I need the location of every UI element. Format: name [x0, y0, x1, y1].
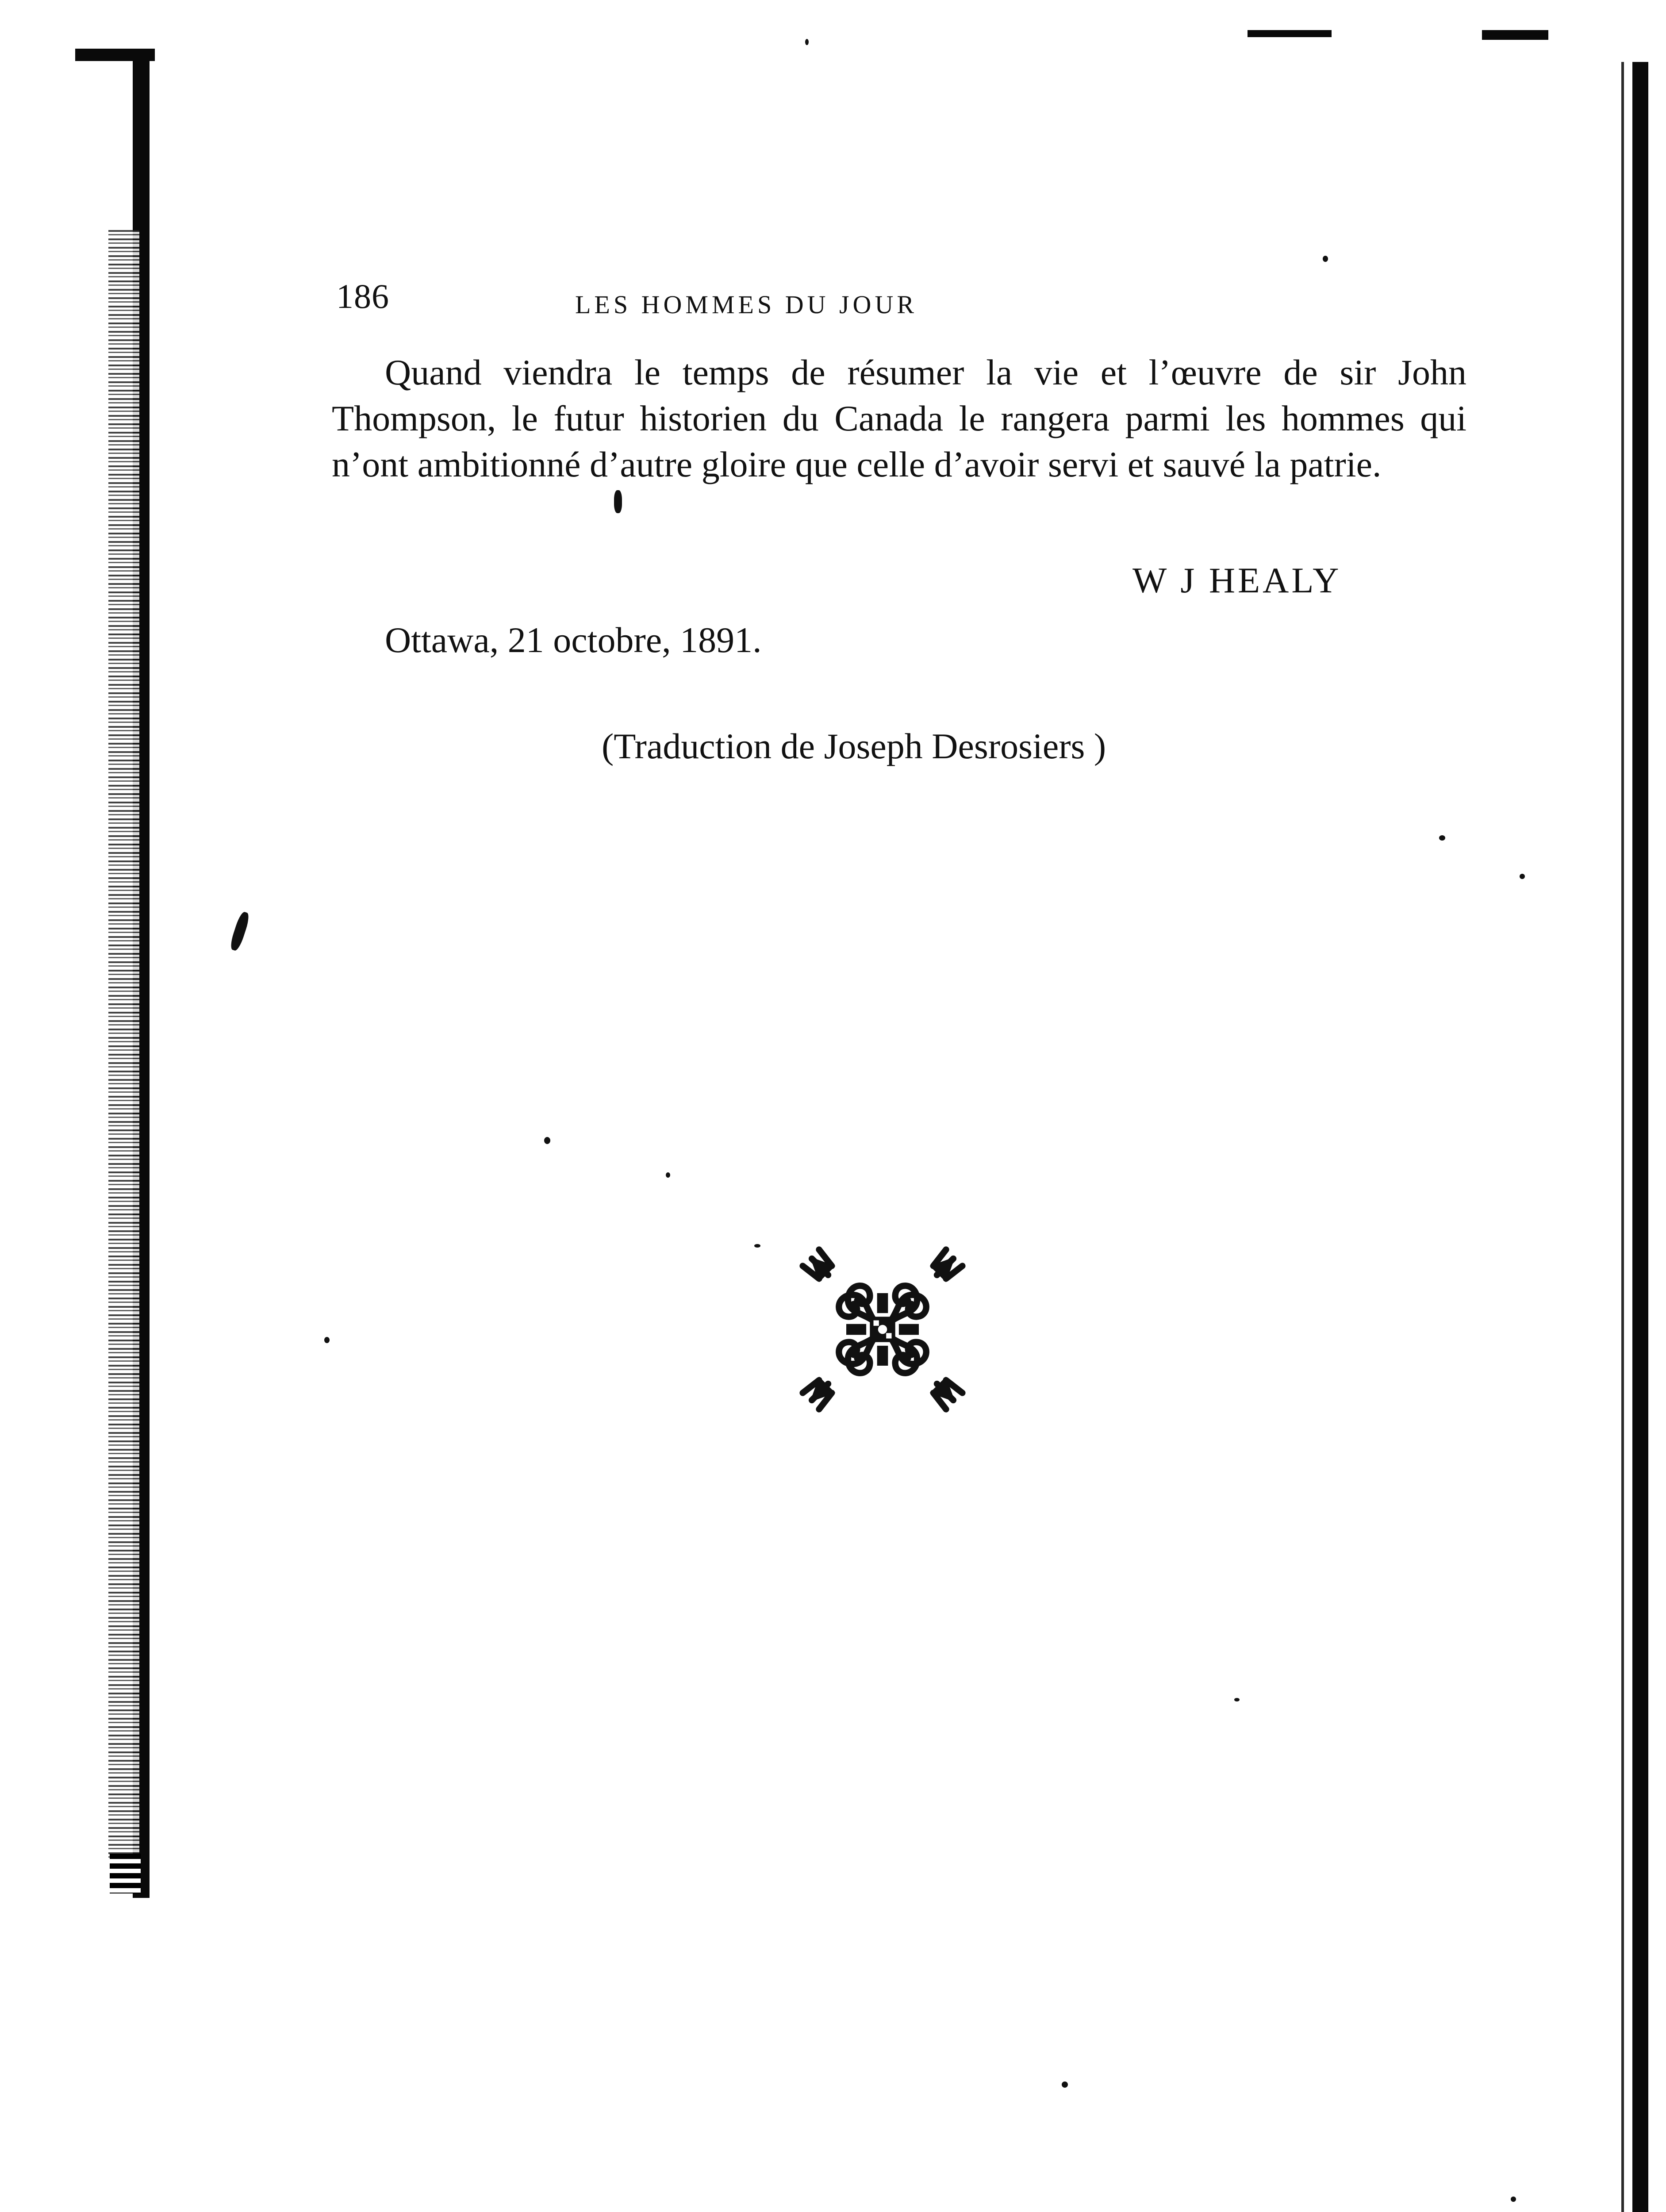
- scan-speck: [1520, 874, 1525, 879]
- scan-speck: [666, 1172, 670, 1178]
- scan-edge-top-mark: [1482, 30, 1548, 40]
- scan-speck: [1511, 2197, 1516, 2202]
- scan-speck: [324, 1337, 330, 1343]
- scan-speck: [754, 1244, 760, 1248]
- scan-speck: [805, 39, 809, 45]
- closing-paragraph: Quand viendra le temps de résumer la vie et l’œuvre de sir John Thompson, le futur historien du Canada le rangera parmi les hommes qui n’ont ambitionné d’autre gloire que celle d’avoir servi et sauvé la patrie.: [332, 352, 1466, 484]
- dateline: Ottawa, 21 octobre, 1891.: [385, 620, 762, 660]
- scan-speck: [1062, 2081, 1068, 2088]
- scan-edge-right: [1632, 62, 1648, 2212]
- scan-speck: [544, 1137, 550, 1144]
- floral-fleuron-icon: [792, 1239, 973, 1420]
- scan-edge-right-inner: [1621, 62, 1624, 2212]
- scan-speck: [1234, 1698, 1240, 1701]
- running-head: LES HOMMES DU JOUR: [575, 290, 918, 319]
- scan-speck: [1439, 835, 1445, 841]
- scan-speck: [229, 910, 251, 952]
- page-number: 186: [336, 277, 389, 315]
- scan-edge-left-marks: [110, 1854, 141, 1893]
- scan-edge-left-noise: [108, 230, 139, 1858]
- scan-speck: [1323, 256, 1328, 262]
- scan-speck: [614, 490, 622, 513]
- scan-edge-top-mark: [1248, 30, 1332, 37]
- author-signature: W J HEALY: [1132, 560, 1342, 600]
- translation-credit: (Traduction de Joseph Desrosiers ): [602, 726, 1106, 766]
